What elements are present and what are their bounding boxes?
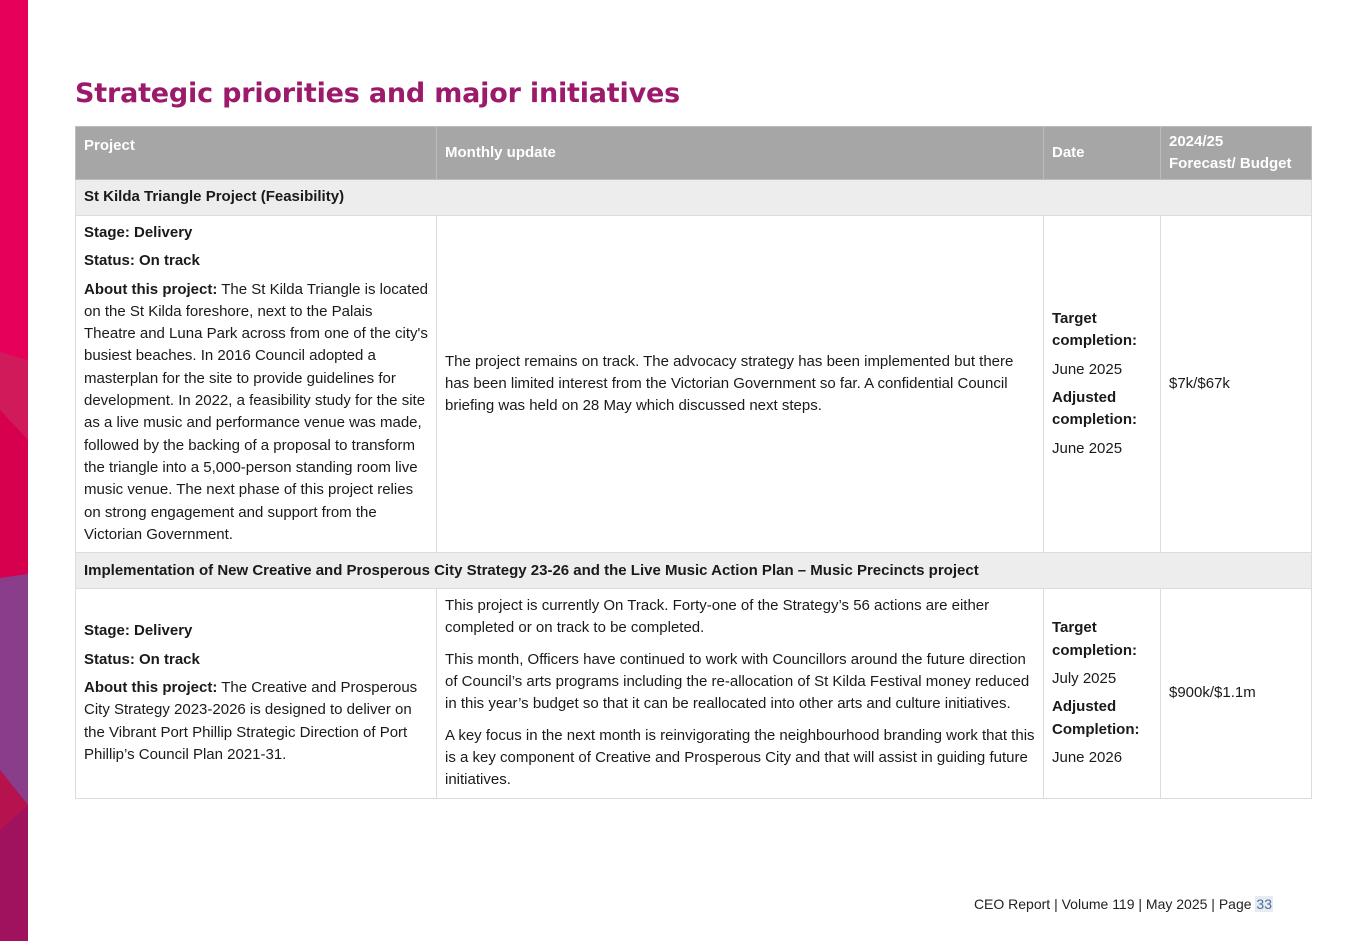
budget-cell: $900k/$1.1m xyxy=(1161,589,1312,798)
adjusted-completion-value: June 2026 xyxy=(1052,748,1123,766)
footer-text: CEO Report | Volume 119 | May 2025 | Page xyxy=(973,896,1256,912)
monthly-update-cell xyxy=(437,589,1044,798)
about-label: About this project: xyxy=(84,280,218,298)
project-row xyxy=(76,216,1312,553)
update-paragraph: The project remains on track. The advocacy strategy has been implemented but there has been limited interest from the Victorian Government so far. A confidential Council briefing was held on 28 May which discussed next steps. xyxy=(445,352,1014,415)
target-completion-value: July 2025 xyxy=(1052,670,1117,688)
adjusted-completion-value: June 2025 xyxy=(1052,439,1123,457)
update-paragraph: This month, Officers have continued to work with Councillors around the future direction of Council’s arts programs including the re-allocation of St Kilda Festival money reduced in this year’s budget so that it can be reallocated into other arts and culture initiatives. xyxy=(445,650,1030,713)
project-status: Status: On track xyxy=(84,252,200,270)
target-completion-label: Target completion: xyxy=(1052,310,1137,350)
page-number: 33 xyxy=(1256,896,1272,912)
project-about xyxy=(84,279,428,547)
column-header-budget xyxy=(1161,127,1312,180)
project-section-row xyxy=(76,180,1312,216)
page-footer xyxy=(974,896,1273,912)
project-row xyxy=(76,589,1312,798)
budget-cell: $7k/$67k xyxy=(1161,216,1312,553)
project-stage: Stage: Delivery xyxy=(84,224,193,241)
column-header-monthly-update: Monthly update xyxy=(437,127,1044,180)
side-band-graphic xyxy=(0,0,28,941)
adjusted-completion-label: Adjusted completion: xyxy=(1052,389,1137,429)
column-header-date: Date xyxy=(1044,127,1161,180)
budget-header-label: Forecast/ Budget xyxy=(1169,155,1292,172)
monthly-update-cell xyxy=(437,216,1044,553)
target-completion-label: Target completion: xyxy=(1052,619,1137,659)
about-text: The St Kilda Triangle is located on the St Kilda foreshore, next to the Palais Theatre and Luna Park across from one of the city's busiest beaches. In 2016 Council adopted a masterplan for the site to provide guidelines for development. In 2022, a feasibility study for the site as a live music and performance venue was made, followed by the backing of a proposal to transform the triangle into a 5,000-person standing room live music venue. The next phase of this project relies on strong engagement and support from the Victorian Government. xyxy=(84,280,429,543)
adjusted-completion-label: Adjusted Completion: xyxy=(1052,698,1140,738)
target-completion-value: June 2025 xyxy=(1052,360,1123,378)
date-cell xyxy=(1044,589,1161,798)
project-section-title: Implementation of New Creative and Prosperous City Strategy 23-26 and the Live Music Action Plan – Music Precincts project xyxy=(76,553,1312,589)
initiatives-table xyxy=(75,126,1312,799)
about-text: The Creative and Prosperous City Strategy 2023-2026 is designed to deliver on the Vibrant Port Phillip Strategic Direction of Port Phillip’s Council Plan 2021-31. xyxy=(84,679,418,763)
budget-header-year: 2024/25 xyxy=(1169,133,1224,150)
project-details-cell xyxy=(76,589,437,798)
column-header-project: Project xyxy=(76,127,437,180)
band-purple-block xyxy=(0,574,28,805)
table-header-row xyxy=(76,127,1312,180)
update-paragraph: This project is currently On Track. Forty-one of the Strategy’s 56 actions are either completed or on track to be completed. xyxy=(445,597,990,637)
about-label: About this project: xyxy=(84,679,218,697)
date-cell xyxy=(1044,216,1161,553)
project-section-title: St Kilda Triangle Project (Feasibility) xyxy=(76,180,1312,216)
project-details-cell xyxy=(76,216,437,553)
decorative-side-band xyxy=(0,0,28,941)
update-paragraph: A key focus in the next month is reinvigorating the neighbourhood branding work that this is a key component of Creative and Prosperous City and that will assist in guiding future initiatives. xyxy=(445,726,1035,789)
project-stage: Stage: Delivery xyxy=(84,622,193,640)
project-about xyxy=(84,677,428,766)
project-status: Status: On track xyxy=(84,650,200,668)
page-title: Strategic priorities and major initiatives xyxy=(75,78,680,109)
project-section-row xyxy=(76,553,1312,589)
